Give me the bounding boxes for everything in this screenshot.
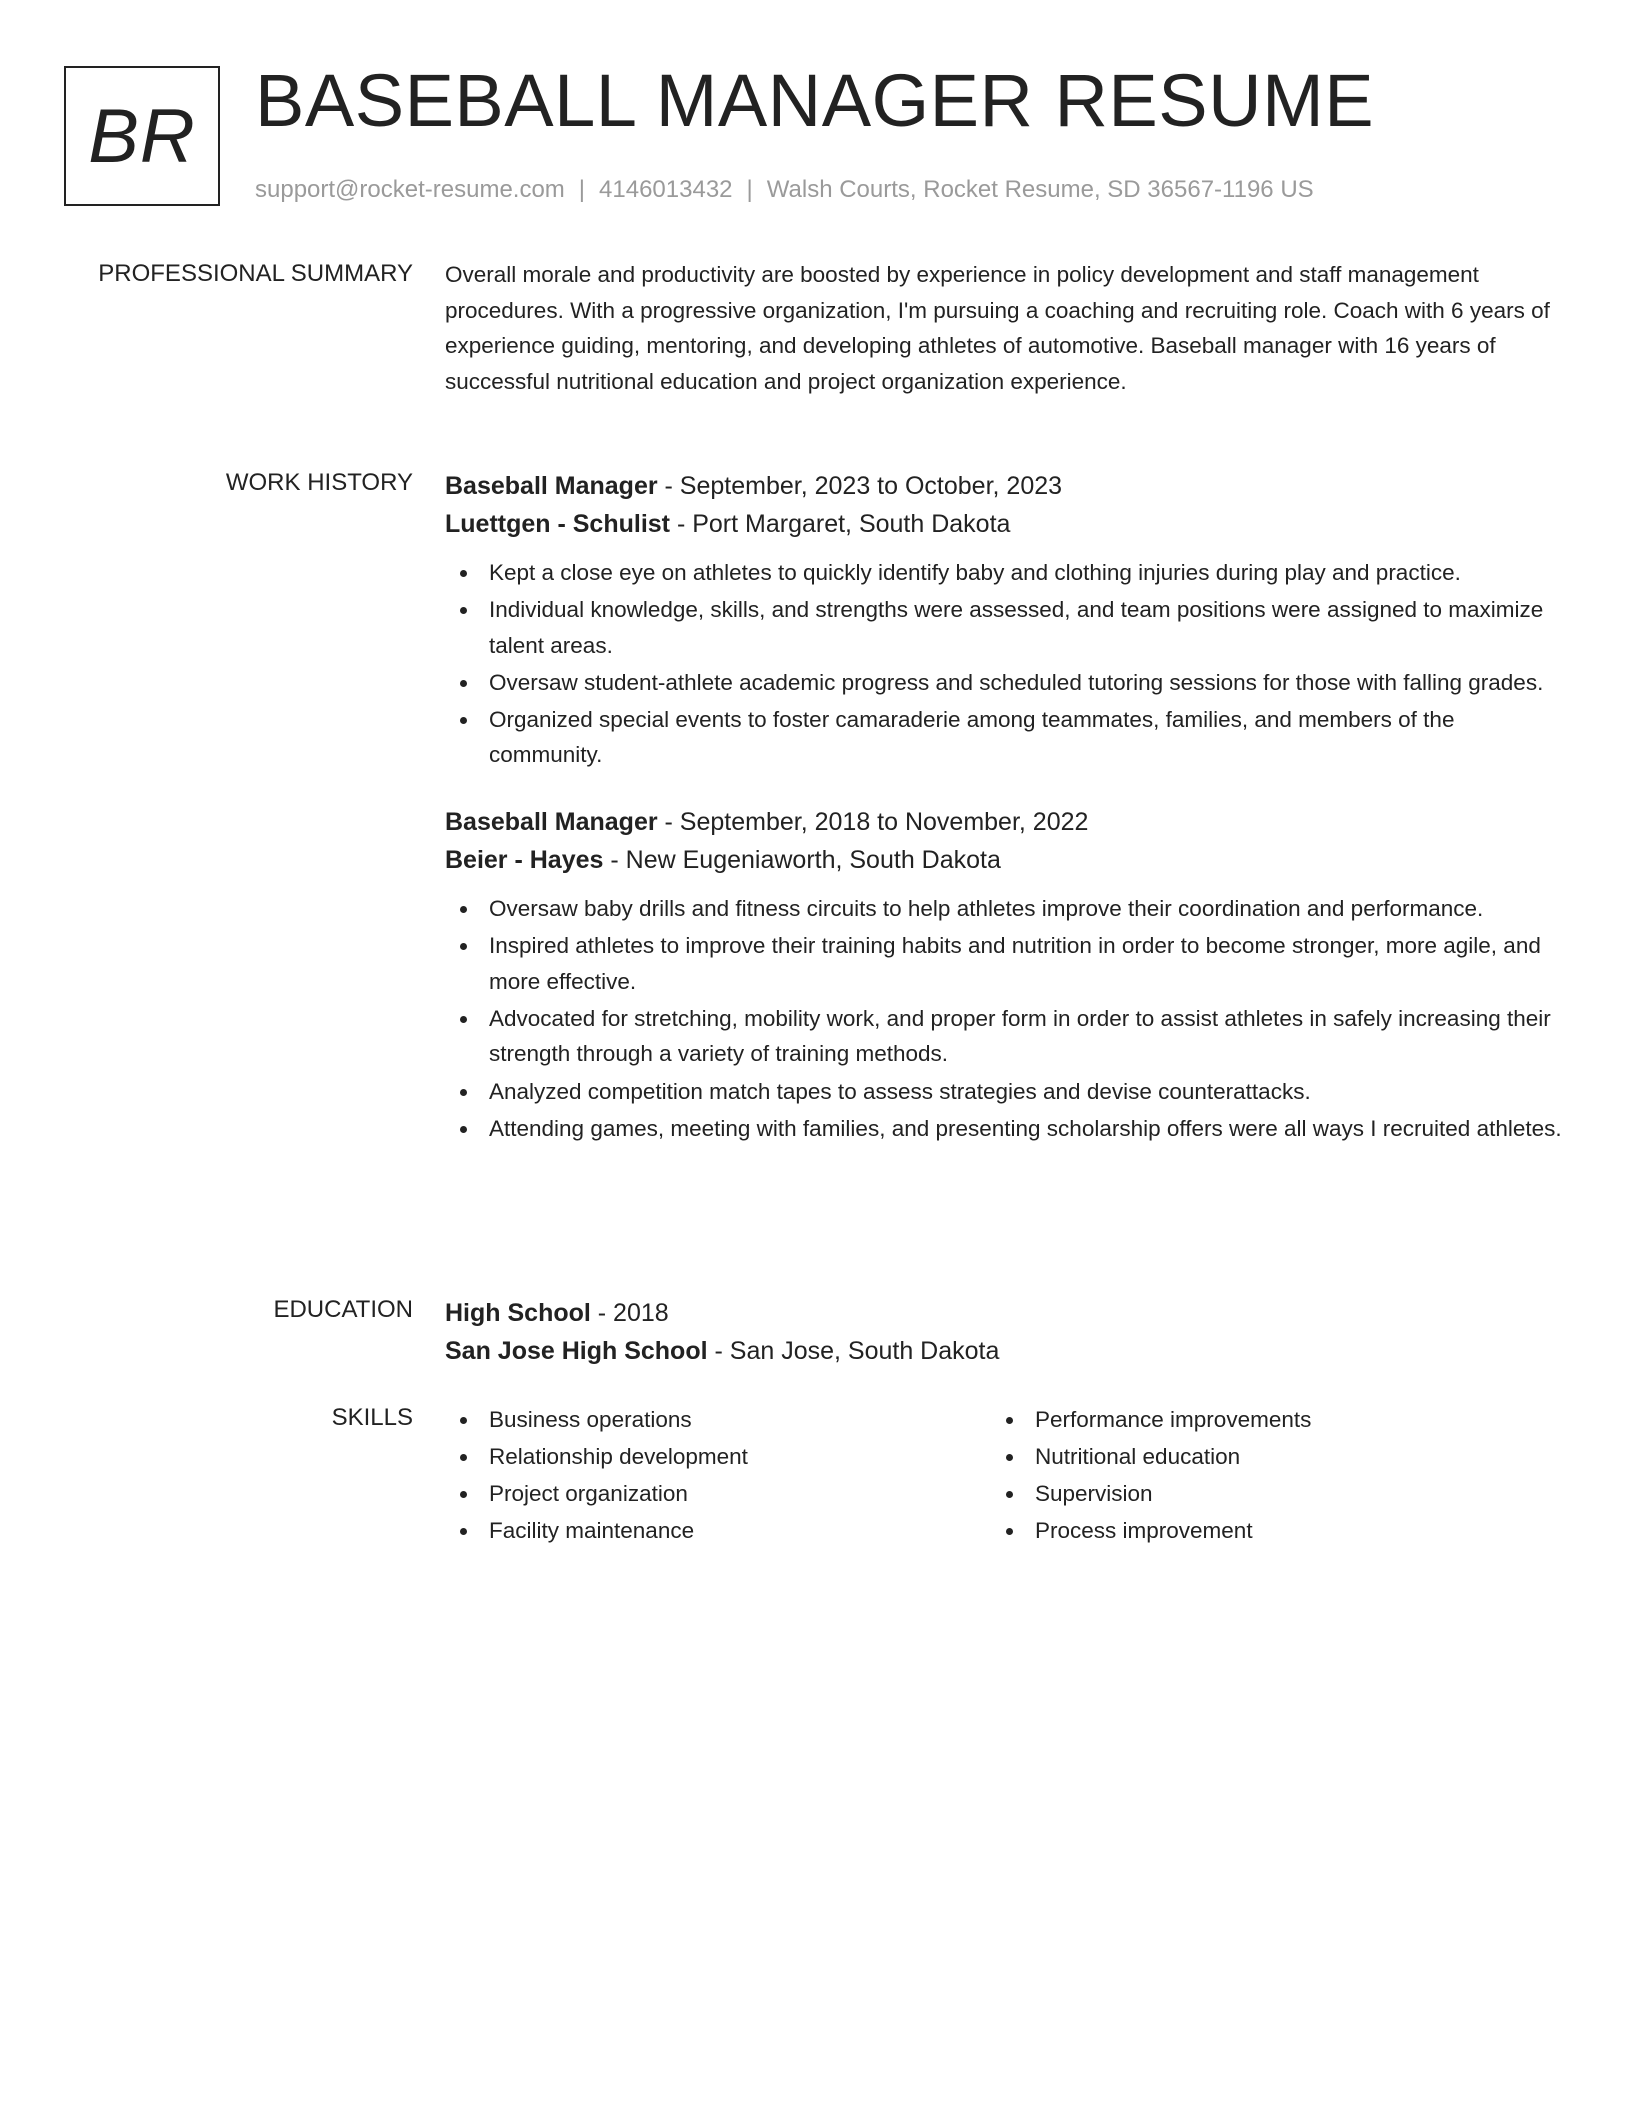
skills-body (445, 1402, 1565, 1550)
resume-title: BASEBALL MANAGER RESUME (255, 59, 1375, 142)
education-degree-line (445, 1294, 1565, 1332)
skill-item: Relationship development (445, 1439, 991, 1475)
job-bullet: Oversaw student-athlete academic progress and scheduled tutoring sessions for those with falling grades. (445, 665, 1565, 701)
contact-phone: 4146013432 (599, 176, 733, 203)
job-bullet: Attending games, meeting with families, and presenting scholarship offers were all ways I recruited athletes. (445, 1111, 1565, 1147)
job-dates: - September, 2023 to October, 2023 (657, 472, 1063, 500)
contact-separator: | (578, 176, 586, 203)
job-bullet: Analyzed competition match tapes to assess strategies and devise counterattacks. (445, 1074, 1565, 1110)
work-history-body (445, 467, 1565, 1148)
skill-item: Process improvement (991, 1513, 1537, 1549)
contact-email: support@rocket-resume.com (255, 176, 565, 203)
job-location: - New Eugeniaworth, South Dakota (603, 846, 1001, 875)
education-school: San Jose High School (445, 1337, 708, 1365)
education-degree: High School (445, 1299, 591, 1327)
monogram-badge (64, 66, 220, 206)
job-entry (445, 803, 1565, 1146)
job-bullet: Inspired athletes to improve their training habits and nutrition in order to become stronger, more agile, and more effective. (445, 928, 1565, 999)
job-company-line (445, 505, 1565, 543)
skills-list (991, 1402, 1537, 1549)
job-company: Luettgen - Schulist (445, 510, 670, 538)
section-label-work-history: WORK HISTORY (225, 469, 413, 496)
skills-list (445, 1402, 991, 1549)
job-company: Beier - Hayes (445, 846, 604, 875)
job-location: - Port Margaret, South Dakota (670, 510, 1011, 538)
skills-columns (445, 1402, 1565, 1550)
job-company-line (445, 841, 1565, 879)
education-location: - San Jose, South Dakota (707, 1337, 1000, 1365)
job-title-line (445, 467, 1565, 505)
job-bullet-list (445, 555, 1565, 773)
skill-item: Business operations (445, 1402, 991, 1438)
skill-item: Facility maintenance (445, 1513, 991, 1549)
job-bullet: Individual knowledge, skills, and strengths were assessed, and team positions were assigned to maximize talent areas. (445, 592, 1565, 663)
contact-line (255, 174, 1314, 206)
monogram-initials: BR (88, 93, 196, 179)
job-bullet: Oversaw baby drills and fitness circuits to help athletes improve their coordination and performance. (445, 891, 1565, 927)
education-body (445, 1294, 1565, 1370)
job-bullet: Kept a close eye on athletes to quickly identify baby and clothing injuries during play and practice. (445, 555, 1565, 591)
job-dates: - September, 2018 to November, 2022 (657, 808, 1089, 837)
skill-item: Project organization (445, 1476, 991, 1512)
skills-column-left (445, 1402, 991, 1550)
skill-item: Nutritional education (991, 1439, 1537, 1475)
education-year: - 2018 (590, 1299, 669, 1327)
job-title: Baseball Manager (445, 808, 658, 837)
summary-body (445, 258, 1565, 399)
skill-item: Supervision (991, 1476, 1537, 1512)
skill-item: Performance improvements (991, 1402, 1537, 1438)
skills-column-right (991, 1402, 1537, 1550)
job-title-line (445, 803, 1565, 841)
summary-text: Overall morale and productivity are boosted by experience in policy development and staff management procedures. With a progressive organization, I'm pursuing a coaching and recruiting role. Coach with 6 years of experience guiding, mentoring, and developing athletes of automotive. Baseball manager with 16 years of successful nutritional education and project organization experience. (445, 262, 1550, 394)
job-entry (445, 467, 1565, 773)
contact-separator: | (746, 176, 753, 203)
section-label-education: EDUCATION (273, 1296, 413, 1323)
section-label-skills: SKILLS (331, 1404, 413, 1431)
job-title: Baseball Manager (445, 472, 658, 500)
contact-address: Walsh Courts, Rocket Resume, SD 36567-1196 US (766, 176, 1314, 203)
education-school-line (445, 1332, 1565, 1370)
job-bullet: Advocated for stretching, mobility work, and proper form in order to assist athletes in safely increasing their strength through a variety of training methods. (445, 1001, 1565, 1072)
job-bullet-list (445, 891, 1565, 1146)
job-bullet: Organized special events to foster camaraderie among teammates, families, and members of the community. (445, 702, 1565, 773)
section-label-summary: PROFESSIONAL SUMMARY (98, 260, 413, 287)
